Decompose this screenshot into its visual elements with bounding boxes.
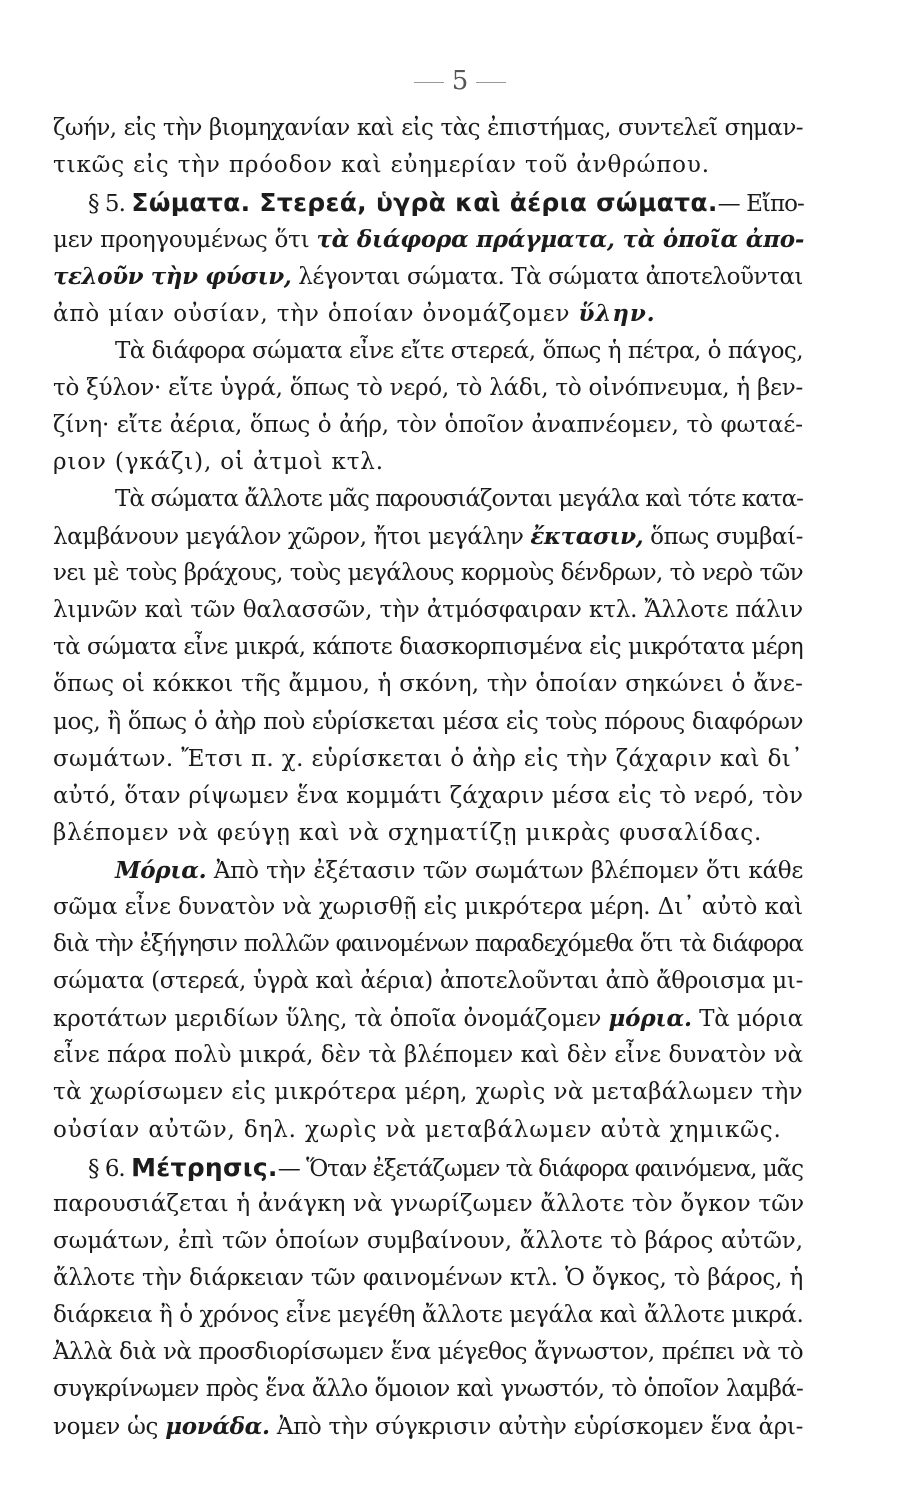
- text-line: [53, 1000, 803, 1037]
- text-line: [53, 1223, 803, 1260]
- text-run: λαμβάνουν μεγάλον χῶρον, ἤτοι μεγάλην: [53, 524, 531, 551]
- text-run: — Εἴπο-: [717, 191, 804, 218]
- text-line: [53, 258, 803, 295]
- text-run: σώματα (στερεά, ὑγρὰ καὶ ἀέρια) ἀποτελοῦνται ἀπὸ ἄθροισμα μι-: [53, 968, 803, 995]
- section-6-title: Μέτρησις.: [131, 1152, 278, 1182]
- page-number-dash-right: [476, 82, 506, 83]
- text-line: [53, 1112, 803, 1149]
- text-line: [53, 221, 803, 258]
- text-run: οὐσίαν αὐτῶν, δηλ. χωρὶς νὰ μεταβάλωμεν αὐτὰ χημικῶς.: [53, 1116, 782, 1143]
- term-moria: μόρια.: [608, 1005, 692, 1033]
- text-run: διάρκεια ἢ ὁ χρόνος εἶνε μεγέθη ἄλλοτε μεγάλα καὶ ἄλλοτε μικρά.: [53, 1302, 804, 1328]
- text-line: [53, 147, 803, 184]
- section-5-heading-line: [53, 184, 803, 221]
- text-line: [53, 629, 803, 666]
- text-line: [53, 889, 803, 926]
- text-line: [53, 778, 803, 815]
- term-yli: ὕλην.: [578, 300, 656, 328]
- text-line: [53, 1297, 803, 1334]
- text-line: [53, 1371, 803, 1408]
- moria-heading-line: [53, 852, 803, 889]
- text-line: [53, 963, 803, 1000]
- text-line: [53, 1186, 803, 1223]
- text-line: [53, 592, 803, 629]
- text-line: [53, 926, 803, 963]
- text-run: Ἀπὸ τὴν σύγκρισιν αὐτὴν εὑρίσκομεν ἕνα ἀρι-: [269, 1414, 803, 1441]
- term-monada: μονάδα.: [165, 1413, 270, 1441]
- emphasis: τελοῦν τὴν φύσιν,: [53, 263, 292, 291]
- text-line: [53, 1074, 803, 1111]
- page-number-dash-left: [414, 82, 444, 83]
- text-line: [53, 518, 803, 555]
- text-run: ριον (γκάζι), οἱ ἀτμοὶ κτλ.: [53, 448, 384, 475]
- text-run: κροτάτων μεριδίων ὕλης, τὰ ὁποῖα ὀνομάζομεν: [53, 1006, 609, 1033]
- text-run: Τὰ μόρια: [691, 1006, 803, 1033]
- text-run: μεν προηγουμένως ὅτι: [53, 227, 317, 254]
- text-line: [53, 1334, 803, 1371]
- section-6-heading-line: [53, 1149, 803, 1186]
- text-run: διὰ τὴν ἐξήγησιν πολλῶν φαινομένων παραδεχόμεθα ὅτι τὰ διάφορα: [53, 931, 803, 958]
- text-run: λιμνῶν καὶ τῶν θαλασσῶν, τὴν ἀτμόσφαιραν κτλ. Ἄλλοτε πάλιν: [53, 597, 803, 624]
- text-run: § 6.: [88, 1155, 132, 1182]
- text-line: [53, 295, 803, 332]
- text-run: τικῶς εἰς τὴν πρόοδον καὶ εὐημερίαν τοῦ ἀνθρώπου.: [53, 152, 710, 179]
- text-line: [53, 1260, 803, 1297]
- text-line: [53, 407, 803, 444]
- text-run: Ἀπὸ τὴν ἐξέτασιν τῶν σωμάτων βλέπομεν ὅτι κάθε: [206, 857, 803, 884]
- text-run: ζίνη· εἴτε ἀέρια, ὅπως ὁ ἀήρ, τὸν ὁποῖον ἀναπνέομεν, τὸ φωταέ-: [53, 411, 803, 438]
- text-run: Τὰ σώματα ἄλλοτε μᾶς παρουσιάζονται μεγάλα καὶ τότε κατα-: [115, 485, 803, 512]
- section-5-title: Σώματα. Στερεά, ὑγρὰ καὶ ἀέρια σώματα.: [131, 188, 718, 218]
- text-line: [53, 481, 803, 518]
- text-run: ζωήν, εἰς τὴν βιομηχανίαν καὶ εἰς τὰς ἐπιστήμας, συντελεῖ σημαν-: [53, 115, 803, 141]
- text-run: ὅπως συμβαί-: [643, 524, 804, 551]
- text-run: σωμάτων, ἐπὶ τῶν ὁποίων συμβαίνουν, ἄλλοτε τὸ βάρος αὐτῶν,: [53, 1227, 803, 1254]
- text-run: Ἀλλὰ διὰ νὰ προσδιορίσωμεν ἕνα μέγεθος ἄγνωστον, πρέπει νὰ τὸ: [53, 1339, 803, 1366]
- text-run: § 5.: [88, 191, 132, 218]
- emphasis: τὰ διάφορα πράγματα, τὰ ὁποῖα ἀπο-: [316, 226, 805, 254]
- text-run: τὸ ξύλον· εἴτε ὑγρά, ὅπως τὸ νερό, τὸ λάδι, τὸ οἰνόπνευμα, ἡ βεν-: [53, 374, 803, 401]
- text-run: σῶμα εἶνε δυνατὸν νὰ χωρισθῇ εἰς μικρότερα μέρη. Δι᾽ αὐτὸ καὶ: [53, 893, 803, 920]
- text-run: λέγονται σώματα. Τὰ σώματα ἀποτελοῦνται: [291, 264, 803, 291]
- text-run: ἄλλοτε τὴν διάρκειαν τῶν φαινομένων κτλ. Ὁ ὄγκος, τὸ βάρος, ἡ: [53, 1264, 803, 1291]
- text-line: [53, 110, 803, 147]
- text-run: ὅπως οἱ κόκκοι τῆς ἄμμου, ἡ σκόνη, τὴν ὁποίαν σηκώνει ὁ ἄνε-: [53, 671, 803, 698]
- text-line: [53, 444, 803, 481]
- page-number-text: 5: [451, 66, 469, 96]
- text-run: νομεν ὡς: [53, 1414, 166, 1441]
- page-number: [0, 66, 920, 96]
- text-run: συγκρίνωμεν πρὸς ἕνα ἄλλο ὅμοιον καὶ γνωστόν, τὸ ὁποῖον λαμβά-: [53, 1376, 803, 1403]
- text-line: [53, 815, 803, 852]
- text-run: παρουσιάζεται ἡ ἀνάγκη νὰ γνωρίζωμεν ἄλλοτε τὸν ὄγκον τῶν: [53, 1190, 805, 1217]
- text-run: — Ὅταν ἐξετάζωμεν τὰ διάφορα φαινόμενα, μᾶς: [277, 1155, 803, 1182]
- text-run: βλέπομεν νὰ φεύγῃ καὶ νὰ σχηματίζῃ μικρὰς φυσαλίδας.: [53, 819, 763, 846]
- text-run: εἶνε πάρα πολὺ μικρά, δὲν τὰ βλέπομεν καὶ δὲν εἶνε δυνατὸν νὰ: [53, 1042, 803, 1069]
- text-line: [53, 555, 803, 592]
- text-run: αὐτό, ὅταν ρίψωμεν ἕνα κομμάτι ζάχαριν μέσα εἰς τὸ νερό, τὸν: [53, 782, 803, 809]
- text-line: [53, 333, 803, 370]
- text-line: [53, 741, 803, 778]
- text-run: τὰ σώματα εἶνε μικρά, κάποτε διασκορπισμένα εἰς μικρότατα μέρη: [53, 634, 803, 661]
- term-ektasis: ἔκτασιν,: [530, 523, 644, 551]
- text-run: Τὰ διάφορα σώματα εἶνε εἴτε στερεά, ὅπως ἡ πέτρα, ὁ πάγος,: [115, 337, 803, 364]
- text-line: [53, 666, 803, 703]
- text-run: σωμάτων. Ἔτσι π. χ. εὑρίσκεται ὁ ἀὴρ εἰς τὴν ζάχαριν καὶ δι᾽: [53, 745, 803, 772]
- moria-heading: Μόρια.: [115, 856, 207, 884]
- text-line: [53, 1037, 803, 1074]
- page-body: [53, 110, 803, 1445]
- text-line: [53, 1408, 803, 1445]
- text-run: νει μὲ τοὺς βράχους, τοὺς μεγάλους κορμοὺς δένδρων, τὸ νερὸ τῶν: [53, 560, 803, 587]
- text-line: [53, 370, 803, 407]
- text-line: [53, 704, 803, 741]
- text-run: μος, ἢ ὅπως ὁ ἀὴρ ποὺ εὑρίσκεται μέσα εἰς τοὺς πόρους διαφόρων: [53, 708, 803, 735]
- text-run: ἀπὸ μίαν οὐσίαν, τὴν ὁποίαν ὀνομάζομεν: [53, 301, 579, 328]
- text-run: τὰ χωρίσωμεν εἰς μικρότερα μέρη, χωρὶς νὰ μεταβάλωμεν τὴν: [53, 1079, 803, 1106]
